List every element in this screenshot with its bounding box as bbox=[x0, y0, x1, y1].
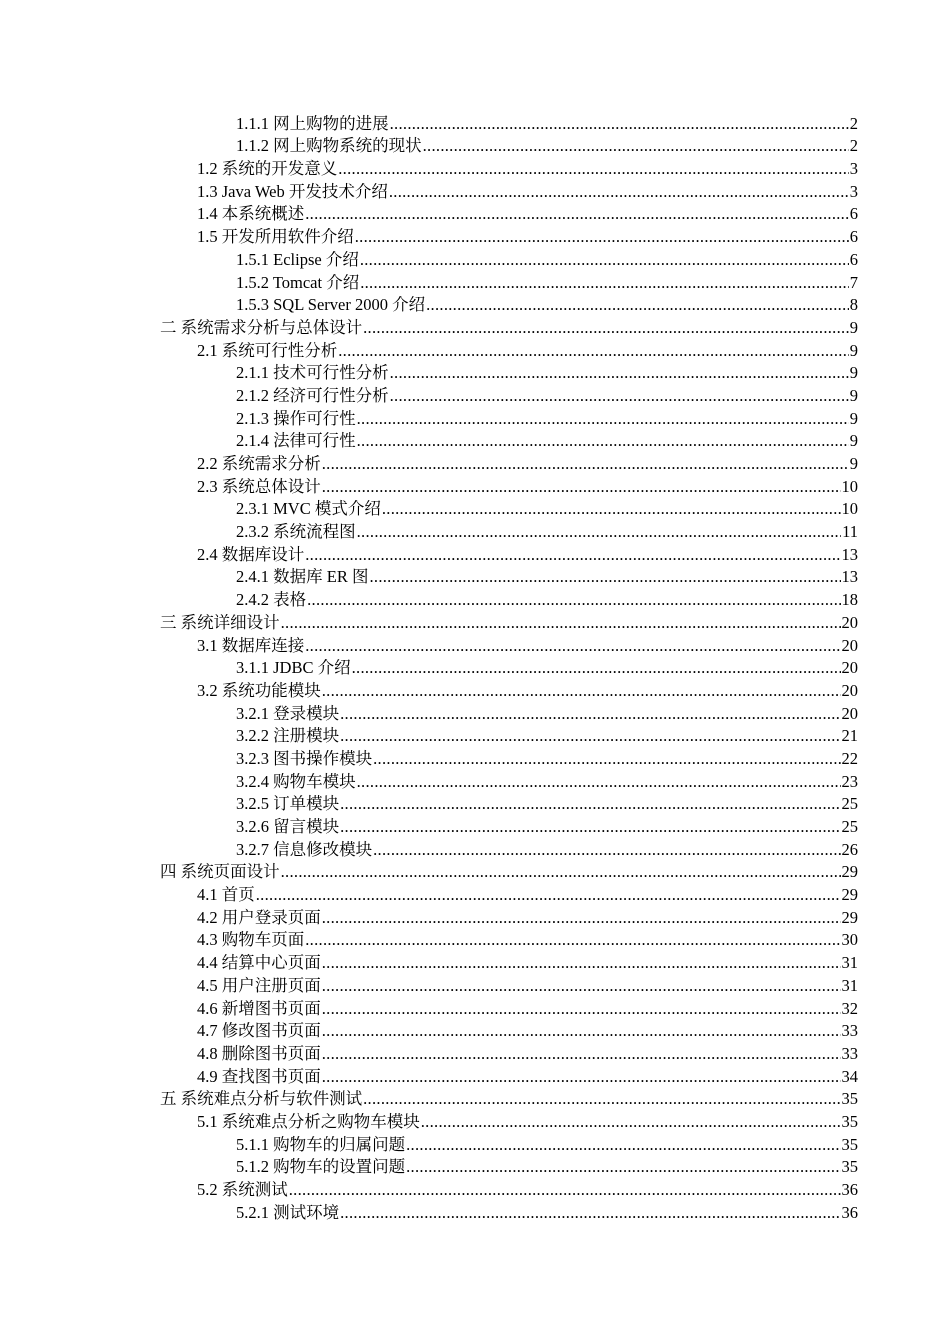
dot-leader bbox=[338, 159, 849, 179]
toc-entry[interactable] bbox=[0, 338, 950, 361]
toc-entry-page-number: 2 bbox=[849, 136, 858, 156]
toc-entry[interactable] bbox=[0, 1200, 950, 1223]
dot-leader bbox=[423, 136, 849, 156]
toc-entry-page-number: 6 bbox=[849, 204, 858, 224]
toc-entry-title: 3.2.2 注册模块 bbox=[236, 726, 340, 746]
dot-leader bbox=[307, 590, 840, 610]
dot-leader bbox=[357, 772, 841, 792]
toc-entry-title: 1.4 本系统概述 bbox=[197, 204, 305, 224]
toc-entry-title: 2.1 系统可行性分析 bbox=[197, 340, 338, 360]
dot-leader bbox=[426, 295, 849, 315]
toc-entry-page-number: 32 bbox=[841, 998, 858, 1018]
toc-entry[interactable] bbox=[0, 224, 950, 247]
toc-entry-title: 四 系统页面设计 bbox=[160, 862, 280, 882]
toc-entry[interactable] bbox=[0, 610, 950, 633]
toc-entry-title: 4.4 结算中心页面 bbox=[197, 953, 321, 973]
dot-leader bbox=[340, 817, 840, 837]
dot-leader bbox=[406, 1135, 840, 1155]
toc-entry[interactable] bbox=[0, 996, 950, 1019]
toc-entry[interactable] bbox=[0, 701, 950, 724]
toc-entry-page-number: 21 bbox=[841, 726, 858, 746]
dot-leader bbox=[281, 862, 841, 882]
toc-entry[interactable] bbox=[0, 1155, 950, 1178]
toc-entry-title: 1.1.1 网上购物的进展 bbox=[236, 113, 389, 133]
toc-entry[interactable] bbox=[0, 111, 950, 134]
toc-entry-page-number: 20 bbox=[841, 680, 858, 700]
dot-leader bbox=[281, 613, 841, 633]
toc-entry-title: 二 系统需求分析与总体设计 bbox=[160, 317, 363, 337]
toc-entry[interactable] bbox=[0, 905, 950, 928]
toc-entry-page-number: 23 bbox=[841, 771, 858, 791]
toc-entry-page-number: 36 bbox=[841, 1180, 858, 1199]
dot-leader bbox=[373, 840, 840, 860]
dot-leader bbox=[352, 658, 841, 678]
toc-entry-page-number: 10 bbox=[841, 476, 858, 496]
toc-entry-title: 1.5 开发所用软件介绍 bbox=[197, 227, 354, 247]
toc-entry-title: 五 系统难点分析与软件测试 bbox=[160, 1089, 363, 1109]
dot-leader bbox=[322, 1044, 841, 1064]
dot-leader bbox=[322, 1021, 841, 1041]
toc-entry-page-number: 20 bbox=[841, 703, 858, 723]
toc-entry-page-number: 18 bbox=[841, 590, 858, 610]
toc-entry[interactable] bbox=[0, 134, 950, 157]
toc-entry-title: 4.3 购物车页面 bbox=[197, 930, 305, 950]
toc-entry[interactable] bbox=[0, 656, 950, 679]
dot-leader bbox=[305, 930, 840, 950]
toc-entry-page-number: 8 bbox=[849, 295, 858, 315]
toc-entry-title: 4.9 查找图书页面 bbox=[197, 1066, 321, 1086]
toc-entry-page-number: 9 bbox=[849, 385, 858, 405]
dot-leader bbox=[360, 250, 849, 270]
dot-leader bbox=[340, 726, 840, 746]
toc-entry[interactable] bbox=[0, 315, 950, 338]
toc-entry[interactable] bbox=[0, 724, 950, 747]
toc-entry-page-number: 26 bbox=[841, 839, 858, 859]
toc-entry[interactable] bbox=[0, 973, 950, 996]
toc-entry[interactable] bbox=[0, 633, 950, 656]
toc-entry[interactable] bbox=[0, 792, 950, 815]
toc-entry[interactable] bbox=[0, 814, 950, 837]
toc-entry-title: 5.1 系统难点分析之购物车模块 bbox=[197, 1111, 420, 1131]
toc-entry-title: 三 系统详细设计 bbox=[160, 612, 280, 632]
toc-entry-title: 3.2.4 购物车模块 bbox=[236, 771, 356, 791]
toc-entry-title: 3.2.6 留言模块 bbox=[236, 817, 340, 836]
toc-entry-page-number: 30 bbox=[841, 930, 858, 950]
toc-entry[interactable] bbox=[0, 156, 950, 179]
dot-leader bbox=[322, 454, 849, 474]
toc-entry-page-number: 36 bbox=[841, 1202, 858, 1222]
toc-entry-page-number: 6 bbox=[849, 227, 858, 247]
toc-entry[interactable] bbox=[0, 451, 950, 474]
toc-entry-title: 4.6 新增图书页面 bbox=[197, 998, 321, 1018]
toc-entry[interactable] bbox=[0, 247, 950, 270]
toc-entry-title: 3.2.7 信息修改模块 bbox=[236, 839, 373, 859]
toc-entry[interactable] bbox=[0, 202, 950, 225]
toc-entry-page-number: 9 bbox=[849, 317, 858, 337]
dot-leader bbox=[421, 1112, 841, 1132]
dot-leader bbox=[322, 681, 841, 701]
toc-entry[interactable] bbox=[0, 678, 950, 701]
toc-entry-title: 2.1.2 经济可行性分析 bbox=[236, 385, 389, 405]
dot-leader bbox=[390, 363, 849, 383]
toc-entry[interactable] bbox=[0, 928, 950, 951]
toc-entry-title: 3.2.3 图书操作模块 bbox=[236, 748, 373, 768]
toc-entry-title: 1.2 系统的开发意义 bbox=[197, 159, 338, 179]
dot-leader bbox=[322, 999, 841, 1019]
toc-entry-title: 2.1.3 操作可行性 bbox=[236, 408, 356, 428]
dot-leader bbox=[363, 318, 849, 338]
toc-entry[interactable] bbox=[0, 519, 950, 542]
toc-entry-page-number: 33 bbox=[841, 1043, 858, 1063]
toc-entry[interactable] bbox=[0, 406, 950, 429]
toc-entry-title: 3.2.1 登录模块 bbox=[236, 703, 340, 723]
toc-entry[interactable] bbox=[0, 565, 950, 588]
toc-entry[interactable] bbox=[0, 383, 950, 406]
toc-entry[interactable] bbox=[0, 769, 950, 792]
toc-entry-page-number: 9 bbox=[849, 454, 858, 473]
toc-entry-page-number: 35 bbox=[841, 1134, 858, 1154]
toc-entry-title: 1.5.3 SQL Server 2000 介绍 bbox=[236, 295, 426, 315]
toc-entry-title: 3.1.1 JDBC 介绍 bbox=[236, 658, 351, 678]
toc-entry-page-number: 3 bbox=[849, 181, 858, 201]
toc-entry[interactable] bbox=[0, 270, 950, 293]
toc-entry-title: 2.4.2 表格 bbox=[236, 590, 307, 610]
toc-entry[interactable] bbox=[0, 882, 950, 905]
toc-entry-page-number: 35 bbox=[841, 1089, 858, 1109]
dot-leader bbox=[322, 953, 841, 973]
toc-entry-page-number: 9 bbox=[849, 340, 858, 360]
dot-leader bbox=[406, 1157, 840, 1177]
toc-entry-title: 4.8 删除图书页面 bbox=[197, 1043, 321, 1063]
toc-entry[interactable] bbox=[0, 429, 950, 452]
toc-entry-title: 5.1.2 购物车的设置问题 bbox=[236, 1157, 406, 1177]
toc-entry[interactable] bbox=[0, 542, 950, 565]
toc-entry[interactable] bbox=[0, 1041, 950, 1064]
dot-leader bbox=[305, 545, 840, 565]
dot-leader bbox=[390, 114, 849, 134]
toc-entry[interactable] bbox=[0, 587, 950, 610]
toc-entry-title: 5.2.1 测试环境 bbox=[236, 1202, 340, 1222]
toc-entry[interactable] bbox=[0, 1109, 950, 1132]
toc-entry[interactable] bbox=[0, 1064, 950, 1087]
toc-entry-page-number: 9 bbox=[849, 408, 858, 428]
toc-entry-page-number: 6 bbox=[849, 249, 858, 269]
toc-entry-page-number: 9 bbox=[849, 431, 858, 451]
toc-entry-page-number: 25 bbox=[841, 794, 858, 814]
dot-leader bbox=[322, 477, 841, 497]
dot-leader bbox=[322, 908, 841, 928]
toc-entry-page-number: 25 bbox=[841, 817, 858, 836]
dot-leader bbox=[340, 704, 840, 724]
toc-entry-title: 2.3 系统总体设计 bbox=[197, 476, 321, 496]
toc-entry-title: 2.1.4 法律可行性 bbox=[236, 431, 356, 451]
toc-entry-title: 4.1 首页 bbox=[197, 885, 255, 905]
toc-entry-title: 1.3 Java Web 开发技术介绍 bbox=[197, 181, 388, 201]
toc-entry-title: 2.2 系统需求分析 bbox=[197, 454, 321, 473]
dot-leader bbox=[357, 522, 841, 542]
toc-entry-page-number: 7 bbox=[849, 272, 858, 292]
toc-entry-title: 2.4 数据库设计 bbox=[197, 544, 305, 564]
dot-leader bbox=[390, 386, 849, 406]
dot-leader bbox=[322, 1067, 841, 1087]
toc-entry-title: 5.2 系统测试 bbox=[197, 1180, 288, 1199]
dot-leader bbox=[355, 227, 849, 247]
toc-entry[interactable] bbox=[0, 860, 950, 883]
toc-entry[interactable] bbox=[0, 1177, 950, 1200]
toc-entry-page-number: 34 bbox=[841, 1066, 858, 1086]
toc-entry-page-number: 20 bbox=[841, 658, 858, 678]
dot-leader bbox=[389, 182, 849, 202]
toc-entry[interactable] bbox=[0, 1019, 950, 1042]
dot-leader bbox=[338, 341, 849, 361]
dot-leader bbox=[382, 499, 841, 519]
toc-entry-title: 3.2.5 订单模块 bbox=[236, 794, 340, 814]
dot-leader bbox=[369, 567, 840, 587]
dot-leader bbox=[305, 636, 840, 656]
toc-entry-page-number: 35 bbox=[841, 1111, 858, 1131]
toc-entry-title: 4.5 用户注册页面 bbox=[197, 975, 321, 995]
toc-entry[interactable] bbox=[0, 179, 950, 202]
toc-entry-page-number: 22 bbox=[841, 748, 858, 768]
toc-entry-page-number: 35 bbox=[841, 1157, 858, 1177]
toc-entry[interactable] bbox=[0, 293, 950, 316]
toc-entry-title: 4.7 修改图书页面 bbox=[197, 1021, 321, 1041]
toc-entry[interactable] bbox=[0, 950, 950, 973]
toc-entry-title: 4.2 用户登录页面 bbox=[197, 907, 321, 927]
dot-leader bbox=[373, 749, 840, 769]
toc-entry[interactable] bbox=[0, 837, 950, 860]
toc-entry-page-number: 20 bbox=[841, 635, 858, 655]
toc-entry-title: 5.1.1 购物车的归属问题 bbox=[236, 1134, 406, 1154]
dot-leader bbox=[340, 794, 840, 814]
toc-entry-page-number: 2 bbox=[849, 113, 858, 133]
toc-entry[interactable] bbox=[0, 497, 950, 520]
dot-leader bbox=[305, 204, 849, 224]
toc-entry-page-number: 29 bbox=[841, 862, 858, 882]
toc-entry[interactable] bbox=[0, 1087, 950, 1110]
toc-entry-page-number: 11 bbox=[842, 522, 858, 542]
dot-leader bbox=[360, 273, 849, 293]
dot-leader bbox=[340, 1203, 840, 1223]
toc-entry-title: 1.5.1 Eclipse 介绍 bbox=[236, 249, 359, 269]
dot-leader bbox=[357, 409, 849, 429]
dot-leader bbox=[357, 431, 849, 451]
dot-leader bbox=[322, 976, 841, 996]
toc-entry-page-number: 29 bbox=[841, 907, 858, 927]
toc-entry-title: 2.3.2 系统流程图 bbox=[236, 522, 356, 542]
table-of-contents bbox=[0, 111, 950, 1223]
dot-leader bbox=[256, 885, 841, 905]
toc-entry-page-number: 13 bbox=[841, 544, 858, 564]
toc-entry-title: 3.1 数据库连接 bbox=[197, 635, 305, 655]
toc-entry-page-number: 9 bbox=[849, 363, 858, 383]
toc-entry-page-number: 20 bbox=[841, 612, 858, 632]
toc-entry-title: 2.1.1 技术可行性分析 bbox=[236, 363, 389, 383]
toc-entry-page-number: 31 bbox=[841, 975, 858, 995]
toc-entry-page-number: 31 bbox=[841, 953, 858, 973]
toc-entry-title: 2.3.1 MVC 模式介绍 bbox=[236, 499, 381, 519]
toc-entry[interactable] bbox=[0, 1132, 950, 1155]
dot-leader bbox=[363, 1089, 840, 1109]
dot-leader bbox=[289, 1180, 841, 1200]
toc-entry-page-number: 33 bbox=[841, 1021, 858, 1041]
toc-entry-page-number: 10 bbox=[841, 499, 858, 519]
toc-entry-title: 2.4.1 数据库 ER 图 bbox=[236, 567, 369, 587]
toc-entry-page-number: 3 bbox=[849, 159, 858, 179]
toc-entry-title: 1.1.2 网上购物系统的现状 bbox=[236, 136, 422, 156]
toc-entry-page-number: 13 bbox=[841, 567, 858, 587]
toc-entry-title: 1.5.2 Tomcat 介绍 bbox=[236, 272, 360, 292]
toc-entry[interactable] bbox=[0, 746, 950, 769]
toc-entry-title: 3.2 系统功能模块 bbox=[197, 680, 321, 700]
toc-entry-page-number: 29 bbox=[841, 885, 858, 905]
toc-entry[interactable] bbox=[0, 474, 950, 497]
toc-entry[interactable] bbox=[0, 361, 950, 384]
